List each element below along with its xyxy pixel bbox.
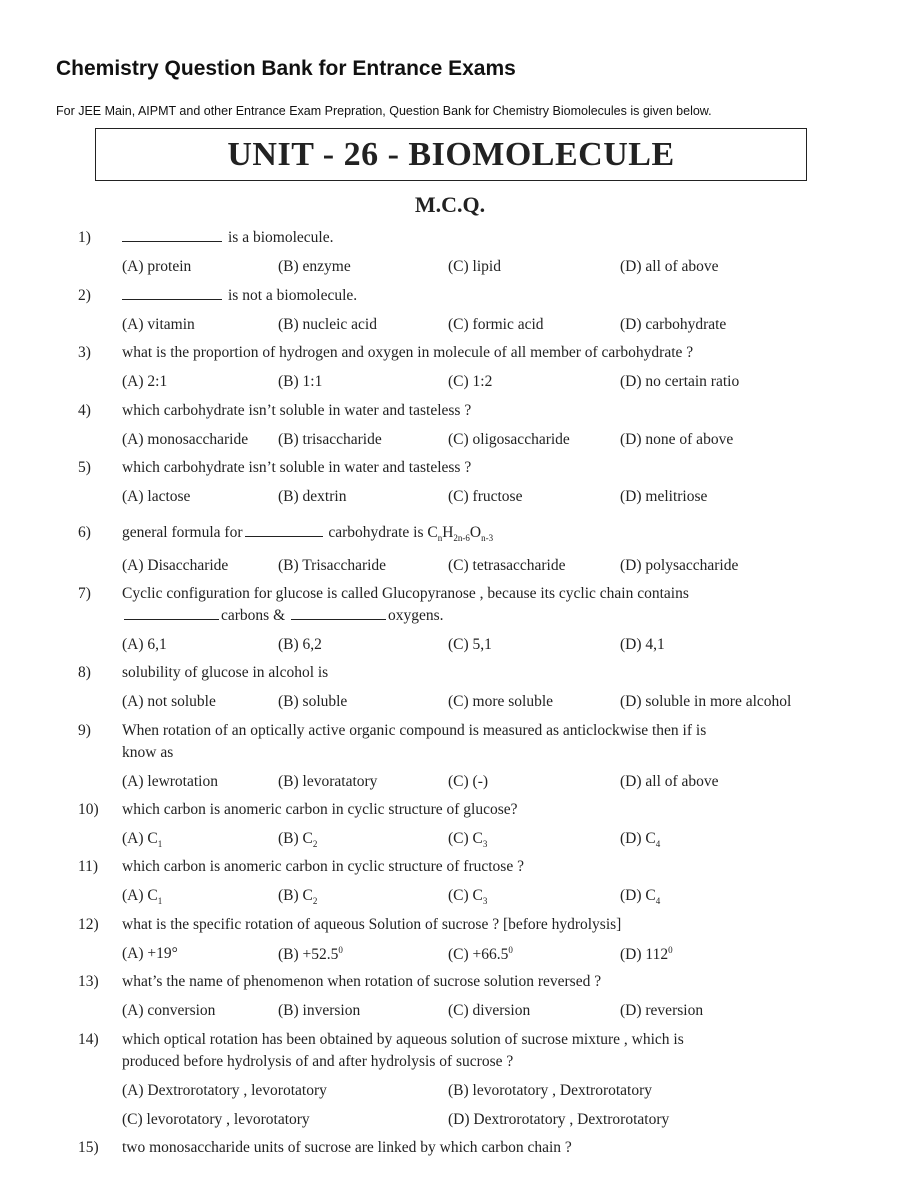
answer-blank	[291, 607, 386, 620]
unit-title-box	[95, 128, 807, 181]
option-a: (A) monosaccharide	[122, 431, 249, 448]
option-d: (D) soluble in more alcohol	[620, 693, 792, 710]
option-c: (C) levorotatory , levorotatory	[122, 1111, 310, 1128]
answer-blank	[122, 287, 222, 300]
option-c: (C) (-)	[448, 773, 489, 790]
option-d: (D) none of above	[620, 431, 734, 448]
option-b: (B) enzyme	[278, 258, 351, 275]
question-text: what is the specific rotation of aqueous Solution of sucrose ? [before hydrolysis]	[122, 916, 622, 933]
option-c: (C) lipid	[448, 258, 501, 275]
option-a: (A) lewrotation	[122, 773, 218, 790]
question-text: which optical rotation has been obtained by aqueous solution of sucrose mixture , which is	[122, 1031, 684, 1048]
option-d: (D) $112^0$	[620, 945, 673, 964]
question-number: 1)	[78, 229, 91, 246]
option-c: (C) oligosaccharide	[448, 431, 570, 448]
option-d: (D) all of above	[620, 773, 719, 790]
answer-blank	[245, 524, 323, 537]
option-c: (C) diversion	[448, 1002, 531, 1019]
question-text-continued: know as	[122, 744, 174, 761]
option-b: (B) $C_2$	[278, 887, 318, 907]
question-text: which carbon is anomeric carbon in cyclic structure of fructose ?	[122, 858, 524, 875]
question-number: 6)	[78, 524, 91, 541]
question-number: 10)	[78, 801, 99, 818]
option-b: (B) soluble	[278, 693, 348, 710]
question-number: 8)	[78, 664, 91, 681]
option-d: (D) melitriose	[620, 488, 708, 505]
option-a: (A) 6,1	[122, 636, 167, 653]
answer-blank	[124, 607, 219, 620]
option-c: (C) tetrasaccharide	[448, 557, 566, 574]
option-c: $(C) +66.5^0$	[448, 945, 513, 964]
option-b: (B) levoratatory	[278, 773, 378, 790]
answer-blank	[122, 229, 222, 242]
page-title: Chemistry Question Bank for Entrance Exams	[56, 57, 516, 80]
question-number: 3)	[78, 344, 91, 361]
question-text: is not a biomolecule.	[122, 287, 357, 305]
option-d: (D) carbohydrate	[620, 316, 727, 333]
option-b: (B) levorotatory , Dextrorotatory	[448, 1082, 653, 1099]
option-c: (C) fructose	[448, 488, 523, 505]
question-text: which carbohydrate isn’t soluble in water and tasteless ?	[122, 402, 472, 419]
option-a: (A) conversion	[122, 1002, 216, 1019]
option-c: (C) more soluble	[448, 693, 554, 710]
question-number: 2)	[78, 287, 91, 304]
section-title: M.C.Q.	[414, 192, 486, 217]
option-b: (B) dextrin	[278, 488, 347, 505]
option-a: (A) not soluble	[122, 693, 216, 710]
option-b: (B) trisaccharide	[278, 431, 382, 448]
option-b: (B) 1:1	[278, 373, 323, 390]
option-d: (D) $C_4$	[620, 887, 661, 907]
question-text: general formula for carbohydrate is $C_nH_{2n-6}O_{n-3}$	[122, 524, 494, 544]
question-number: 11)	[78, 858, 99, 875]
option-d: (D) polysaccharide	[620, 557, 739, 574]
question-text: is a biomolecule.	[122, 229, 333, 247]
option-d: (D) all of above	[620, 258, 719, 275]
option-a: (A) +19°	[122, 945, 178, 962]
question-number: 13)	[78, 973, 99, 990]
option-b: (B) Trisaccharide	[278, 557, 387, 574]
option-c: (C) $C_3$	[448, 830, 488, 850]
question-text-continued: produced before hydrolysis of and after hydrolysis of sucrose ?	[122, 1053, 514, 1070]
question-number: 9)	[78, 722, 91, 739]
option-a: (A) Dextrorotatory , levorotatory	[122, 1082, 327, 1099]
option-c: (C) 5,1	[448, 636, 492, 653]
option-b: $(B) +52.5^0$	[278, 945, 343, 964]
question-number: 14)	[78, 1031, 99, 1048]
option-d: (D) Dextrorotatory , Dextrorotatory	[448, 1111, 670, 1128]
question-text: two monosaccharide units of sucrose are linked by which carbon chain ?	[122, 1139, 572, 1156]
question-text: what is the proportion of hydrogen and oxygen in molecule of all member of carbohydrate ?	[122, 344, 694, 361]
option-a: (A) $C_1$	[122, 887, 163, 907]
option-a: (A) protein	[122, 258, 192, 275]
option-b: (B) inversion	[278, 1002, 361, 1019]
option-c: (C) $C_3$	[448, 887, 488, 907]
question-text: solubility of glucose in alcohol is	[122, 664, 329, 681]
question-text: Cyclic configuration for glucose is called Glucopyranose , because its cyclic chain contains	[122, 585, 689, 602]
option-b: (B) $C_2$	[278, 830, 318, 850]
question-number: 12)	[78, 916, 99, 933]
option-a: (A) vitamin	[122, 316, 195, 333]
general-formula: $C_nH_{2n-6}O_{n-3}$	[427, 524, 494, 544]
question-number: 15)	[78, 1139, 99, 1156]
question-number: 5)	[78, 459, 91, 476]
unit-title: UNIT - 26 - BIOMOLECULE	[227, 135, 675, 173]
option-d: (D) no certain ratio	[620, 373, 740, 390]
option-a: (A) $C_1$	[122, 830, 163, 850]
question-text: which carbon is anomeric carbon in cyclic structure of glucose?	[122, 801, 518, 818]
option-a: (A) lactose	[122, 488, 191, 505]
option-c: (C) 1:2	[448, 373, 493, 390]
option-d: (D) $C_4$	[620, 830, 661, 850]
option-d: (D) reversion	[620, 1002, 704, 1019]
option-a: (A) 2:1	[122, 373, 168, 390]
page-intro: For JEE Main, AIPMT and other Entrance Exam Prepration, Question Bank for Chemistry Biomolecules is given below.	[56, 104, 712, 118]
option-b: (B) nucleic acid	[278, 316, 377, 333]
question-number: 4)	[78, 402, 91, 419]
option-b: (B) 6,2	[278, 636, 322, 653]
question-text: When rotation of an optically active organic compound is measured as anticlockwise then if is	[122, 722, 707, 739]
question-text-continued: carbons & oxygens.	[122, 607, 444, 625]
option-a: (A) Disaccharide	[122, 557, 229, 574]
question-text: what’s the name of phenomenon when rotation of sucrose solution reversed ?	[122, 973, 602, 990]
option-d: (D) 4,1	[620, 636, 665, 653]
question-number: 7)	[78, 585, 91, 602]
option-c: (C) formic acid	[448, 316, 544, 333]
question-text: which carbohydrate isn’t soluble in water and tasteless ?	[122, 459, 472, 476]
